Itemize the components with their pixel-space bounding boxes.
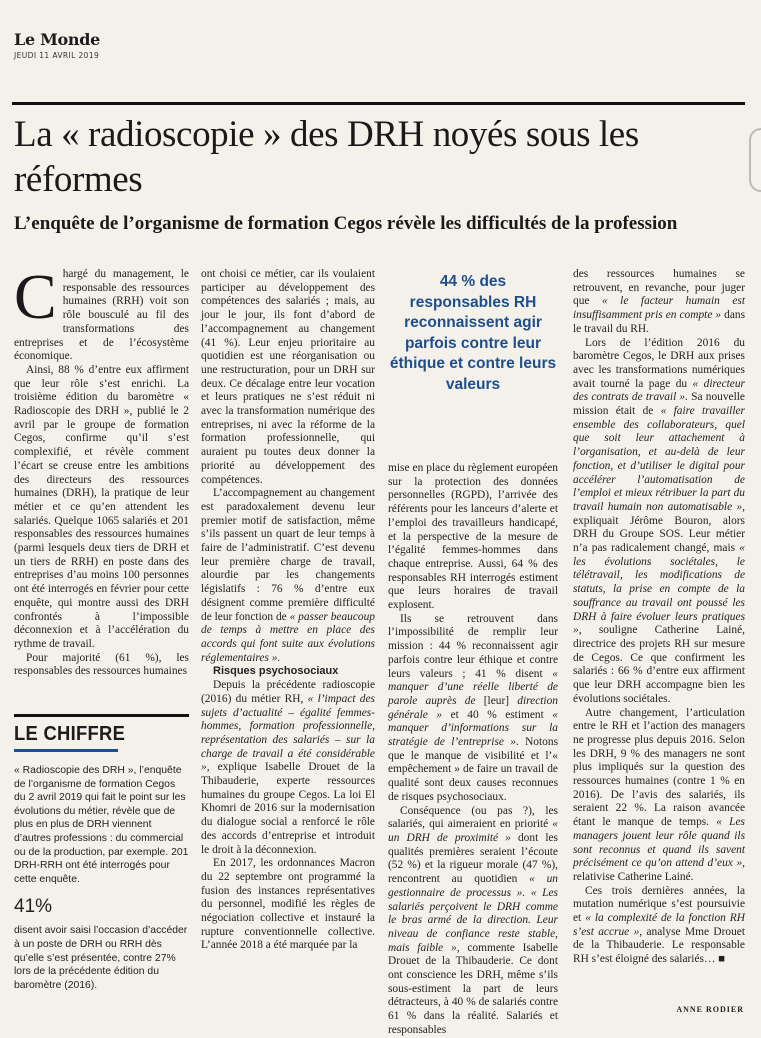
subheadline: L’enquête de l’organisme de formation Cegos révèle les difficultés de la profession — [14, 213, 678, 234]
masthead — [14, 30, 100, 60]
paragraph: ont choisi ce métier, car ils voulaient participer au développement des compétences des salariés ; mais, au jour le jour, ils font d’abord de l’accompagnement au changement (41 %). Leur enjeu prioritaire au quotidien est une réorganisation ou une restructuration, pour un DRH sur deux. Ce décalage entre leur vocation et leurs pratiques ne s’est réduit ni avec la transformation numérique des entreprises, ni avec la réforme de la formation professionnelle, qui auraient pu toutes deux donner la priorité au développement des compétences. — [201, 268, 375, 486]
author-byline: ANNE RODIER — [676, 1005, 744, 1014]
paragraph: Autre changement, l’articulation entre le RH et l’action des managers ne progresse plus depuis 2016. Selon les DRH, 9 % des managers ne sont plus impliqués sur la question des ressources humaines (contre 1 % en 2016). De l’avis des salariés, ils seraient 22 %. La raison avancée étant le manque de temps. « Les managers jouent leur rôle quand ils sont reconnus et quand ils savent précisément ce qu’on attend d’eux », relativise Catherine Lainé. — [573, 706, 745, 883]
paragraph: Ils se retrouvent dans l’impossibilité de remplir leur mission : 44 % reconnaissent agir parfois contre leur éthique et contre leurs valeurs ; 41 % disent « manquer d’une réelle liberté de parole auprès de [leur] direction générale » et 40 % estiment « manquer d’informations sur la stratégie de l’entreprise ». Notons que le manque de visibilité et l’« empêchement » de faire un travail de qualité sont deux causes reconnues de risques psychosociaux. — [388, 612, 558, 803]
page-edge-mark — [749, 128, 761, 192]
publication-date: JEUDI 11 AVRIL 2019 — [14, 51, 100, 60]
article-column-3 — [388, 462, 558, 1038]
paragraph: Conséquence (ou pas ?), les salariés, qui aimeraient en priorité « un DRH de proximité » dont les qualités premières seraient l’écoute (52 %) et la rigueur morale (47 %), rencontrent au quotidien « un gestionnaire de processus ». « Les salariés perçoivent le DRH comme le bras armé de la direction. Leur niveau de confiance reste stable, mais faible », commente Isabelle Drouet de la Thibauderie. Ce dont ont conscience les DRH, même s’ils sous-estiment la part de leurs détracteurs, à 40 % de salariés contre 61 % dans la réalité. Salariés et responsables — [388, 804, 558, 1036]
pull-quote: 44 % des responsables RH reconnaissent agir parfois contre leur éthique et contre leurs valeurs — [389, 273, 557, 393]
article-column-2 — [201, 268, 375, 953]
paragraph: mise en place du règlement européen sur la protection des données personnelles (RGPD), l’arrivée des référents pour les lanceurs d’alerte et l’emploi des travailleurs handicapé, et la perspective de la mesure de l’égalité femmes-hommes dans chaque entreprise. Aussi, 64 % des responsables RH interrogés estiment que leurs horaires de travail explosent. — [388, 462, 558, 612]
headline: La « radioscopie » des DRH noyés sous les réformes — [14, 114, 639, 200]
paragraph: L’accompagnement au changement est paradoxalement devenu leur premier motif de satisfaction, même s’ils passent un quart de leur temps à faire de l’administratif. C’est devenu leur première charge de travail, alourdie par les changements législatifs : 76 % d’entre eux désignent comme première difficulté de leur fonction de « passer beaucoup de temps à mettre en place des accords qui font suite aux évolutions réglementaires ». — [201, 487, 376, 664]
paragraph: Ainsi, 88 % d’entre eux affirment que leur rôle s’est enrichi. La troisième édition du baromètre « Radioscopie des DRH », publié le 2 avril par le groupe de formation Cegos, confirme qu’il s’est complexifié, et révèle comment l’écart se creuse entre les ambitions des directeurs des ressources humaines (DRH), la pratique de leur métier et ce qu’en attendent les salariés. Quelque 1065 salariés et 201 responsables des ressources humaines (parmi lesquels deux tiers de DRH et un tiers de RRH) en poste dans des entreprises d’au moins 100 personnes ont été interrogés en février pour cette enquête, qui montre aussi des DRH confrontés à l’impossible déconnexion et à l’accélération du rythme de travail. — [14, 363, 189, 650]
drop-cap: C — [14, 261, 57, 332]
lead-paragraph: Chargé du management, le responsable des ressources humaines (RRH) voit son rôle bousculé au fil des transformations des entreprises et de l’écosystème économique. — [14, 261, 189, 363]
box-title-underline — [14, 749, 118, 752]
box-number: 41% — [14, 896, 53, 918]
box-title: LE CHIFFRE — [14, 723, 126, 745]
paragraph: En 2017, les ordonnances Macron du 22 septembre ont programmé la fusion des instances représentatives du personnel, modifié les règles de négociation collective et instauré la rupture conventionnelle collective. L’année 2018 a été marquée par la — [201, 857, 375, 952]
article-column-1 — [14, 261, 189, 679]
newspaper-logo: Le Monde — [14, 30, 100, 49]
box-text: « Radioscopie des DRH », l’enquête de l’organisme de formation Cegos du 2 avril 2019 qui fait le point sur les évolutions du métier, révèle que de plus en plus de DRH viennent d’autres professions : du commercial ou de la production, par exemple. 201 DRH-RRH ont été interrogés pour cette enquête. — [14, 765, 189, 885]
article-column-4 — [573, 268, 745, 967]
le-chiffre-box — [14, 714, 189, 992]
paragraph: Depuis la précédente radioscopie (2016) du métier RH, « l’impact des sujets d’actualité – égalité femmes-hommes, formation professionnelle, représentation des salariés – sur la charge de travail a été considérable », explique Isabelle Drouet de la Thibauderie, experte ressources humaines du groupe Cegos. La loi El Khomri de 2016 sur la modernisation du dialogue social a renforcé le rôle des accords d’entreprise et introduit le droit à la déconnexion. — [201, 679, 375, 856]
box-rule — [14, 714, 189, 717]
box-number-caption: disent avoir saisi l’occasion d’accéder à un poste de DRH ou RRH dès qu’elle s’est présentée, contre 27% lors de la précédente édition du baromètre (2016). — [14, 925, 188, 991]
paragraph: Lors de l’édition 2016 du baromètre Cegos, le DRH aux prises avec les transformations numériques avait tourné la page du « directeur des contrats de travail ». Sa nouvelle mission était de « faire travailler ensemble des collaborateurs, quel que soit leur attachement à l’organisation, et au-delà de leur fonction, et d’utiliser le digital pour accélérer l’automatisation de l’emploi et mieux rétribuer la part du travail humain non automatisable », expliquait Jérôme Bouron, alors DRH du Groupe SOS. Leur métier n’a pas radicalement changé, mais « les évolutions sociétales, le télétravail, les modifications de statuts, la prise en compte de la souffrance au travail ont poussé les DRH à faire évoluer leurs pratiques », souligne Catherine Lainé, directrice des projets RH sur mesure de Cegos. Ce que confirment les salariés : 66 % d’entre eux affirment que leur DRH accompagne bien les évolutions sociétales. — [573, 336, 745, 705]
paragraph: Ces trois dernières années, la mutation numérique s’est poursuivie et « la complexité de la fonction RH s’est accrue », analyse Mme Drouet de la Thibauderie. Le responsable RH s’est éloigné des salariés… ■ — [573, 884, 745, 966]
header-rule — [12, 102, 745, 105]
paragraph: des ressources humaines se retrouvent, en revanche, pour juger que « le facteur humain est insuffisamment pris en compte » dans le travail du RH. — [573, 268, 746, 335]
paragraph: Pour majorité (61 %), les responsables des ressources humaines — [14, 651, 189, 678]
section-subhead: Risques psychosociaux — [213, 665, 339, 678]
